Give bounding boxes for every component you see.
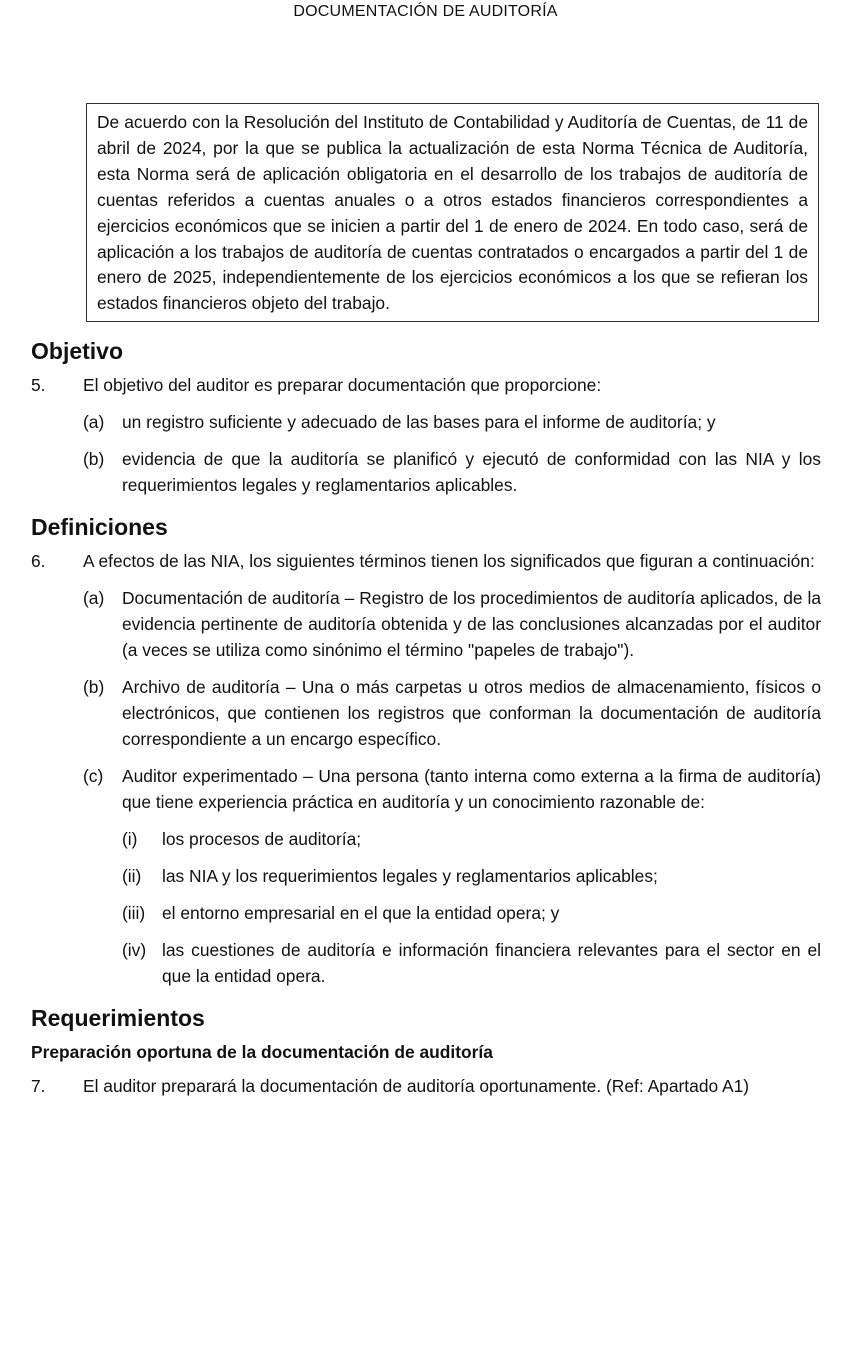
list-item [83,674,821,752]
nested-list-item-label: (iv) [122,940,147,960]
paragraph-number: 5. [31,375,46,395]
applicability-notice-box [86,103,819,322]
nested-list-item-label: (i) [122,829,138,849]
nested-list-item-label: (ii) [122,866,142,886]
list-item-label: (a) [83,588,105,608]
list-item-label: (b) [83,677,105,697]
list-item [83,446,821,498]
section-heading-objetivo: Objetivo [31,338,124,364]
paragraph-number: 7. [31,1076,46,1096]
nested-list-item [122,826,821,852]
paragraph-text: A efectos de las NIA, los siguientes términos tienen los significados que figuran a continuación: [83,551,815,571]
running-header: DOCUMENTACIÓN DE AUDITORÍA [293,3,558,20]
section-heading-requerimientos: Requerimientos [31,1005,205,1031]
list-item-label: (c) [83,766,104,786]
list-item [83,763,821,815]
list-item-text: un registro suficiente y adecuado de las bases para el informe de auditoría; y [122,412,716,432]
list-item-text: Archivo de auditoría – Una o más carpetas u otros medios de almacenamiento, físicos o electrónicos, que contienen los registros que conforman la documentación de auditoría correspondiente a un encargo específico. [122,677,821,749]
nested-list-item-text: las cuestiones de auditoría e información financiera relevantes para el sector en el que la entidad opera. [162,940,821,986]
nested-list-item [122,900,821,926]
notice-text: De acuerdo con la Resolución del Instituto de Contabilidad y Auditoría de Cuentas, de 11 de abril de 2024, por la que se publica la actualización de esta Norma Técnica de Auditoría, esta Norma será de aplicación obligatoria en el desarrollo de los trabajos de auditoría de cuentas referidos a cuentas anuales o a otros estados financieros correspondientes a ejercicios económicos que se inicien a partir del 1 de enero de 2024. En todo caso, será de aplicación a los trabajos de auditoría de cuentas contratados o encargados a partir del 1 de enero de 2025, independientemente de los ejercicios económicos a los que se refieran los estados financieros objeto del trabajo. [97,112,808,314]
nested-list-item-text: las NIA y los requerimientos legales y reglamentarios aplicables; [162,866,658,886]
paragraph-number: 6. [31,551,46,571]
list-item-text: evidencia de que la auditoría se planificó y ejecutó de conformidad con las NIA y los requerimientos legales y reglamentarios aplicables. [122,449,821,495]
list-item-label: (a) [83,412,105,432]
main-content [31,336,821,1110]
paragraph-text: El objetivo del auditor es preparar documentación que proporcione: [83,375,602,395]
paragraph-text: El auditor preparará la documentación de auditoría oportunamente. (Ref: Apartado A1) [83,1076,750,1096]
nested-list-item-label: (iii) [122,903,146,923]
nested-list-item-text: el entorno empresarial en el que la entidad opera; y [162,903,560,923]
nested-list-item-text: los procesos de auditoría; [162,829,362,849]
section-heading-definiciones: Definiciones [31,514,168,540]
list-item-text: Auditor experimentado – Una persona (tanto interna como externa a la firma de auditoría) que tiene experiencia práctica en auditoría y un conocimiento razonable de: [122,766,821,812]
list-item [83,585,821,663]
list-item [83,409,821,435]
nested-list-item [122,863,821,889]
list-item-text: Documentación de auditoría – Registro de los procedimientos de auditoría aplicados, de la evidencia pertinente de auditoría obtenida y de las conclusiones alcanzadas por el auditor (a veces se utiliza como sinónimo el término "papeles de trabajo"). [122,588,821,660]
subsection-heading: Preparación oportuna de la documentación de auditoría [31,1042,493,1062]
paragraph-7 [31,1073,821,1099]
nested-list-item [122,937,821,989]
paragraph-6 [31,548,821,574]
paragraph-5 [31,372,821,398]
list-item-label: (b) [83,449,105,469]
